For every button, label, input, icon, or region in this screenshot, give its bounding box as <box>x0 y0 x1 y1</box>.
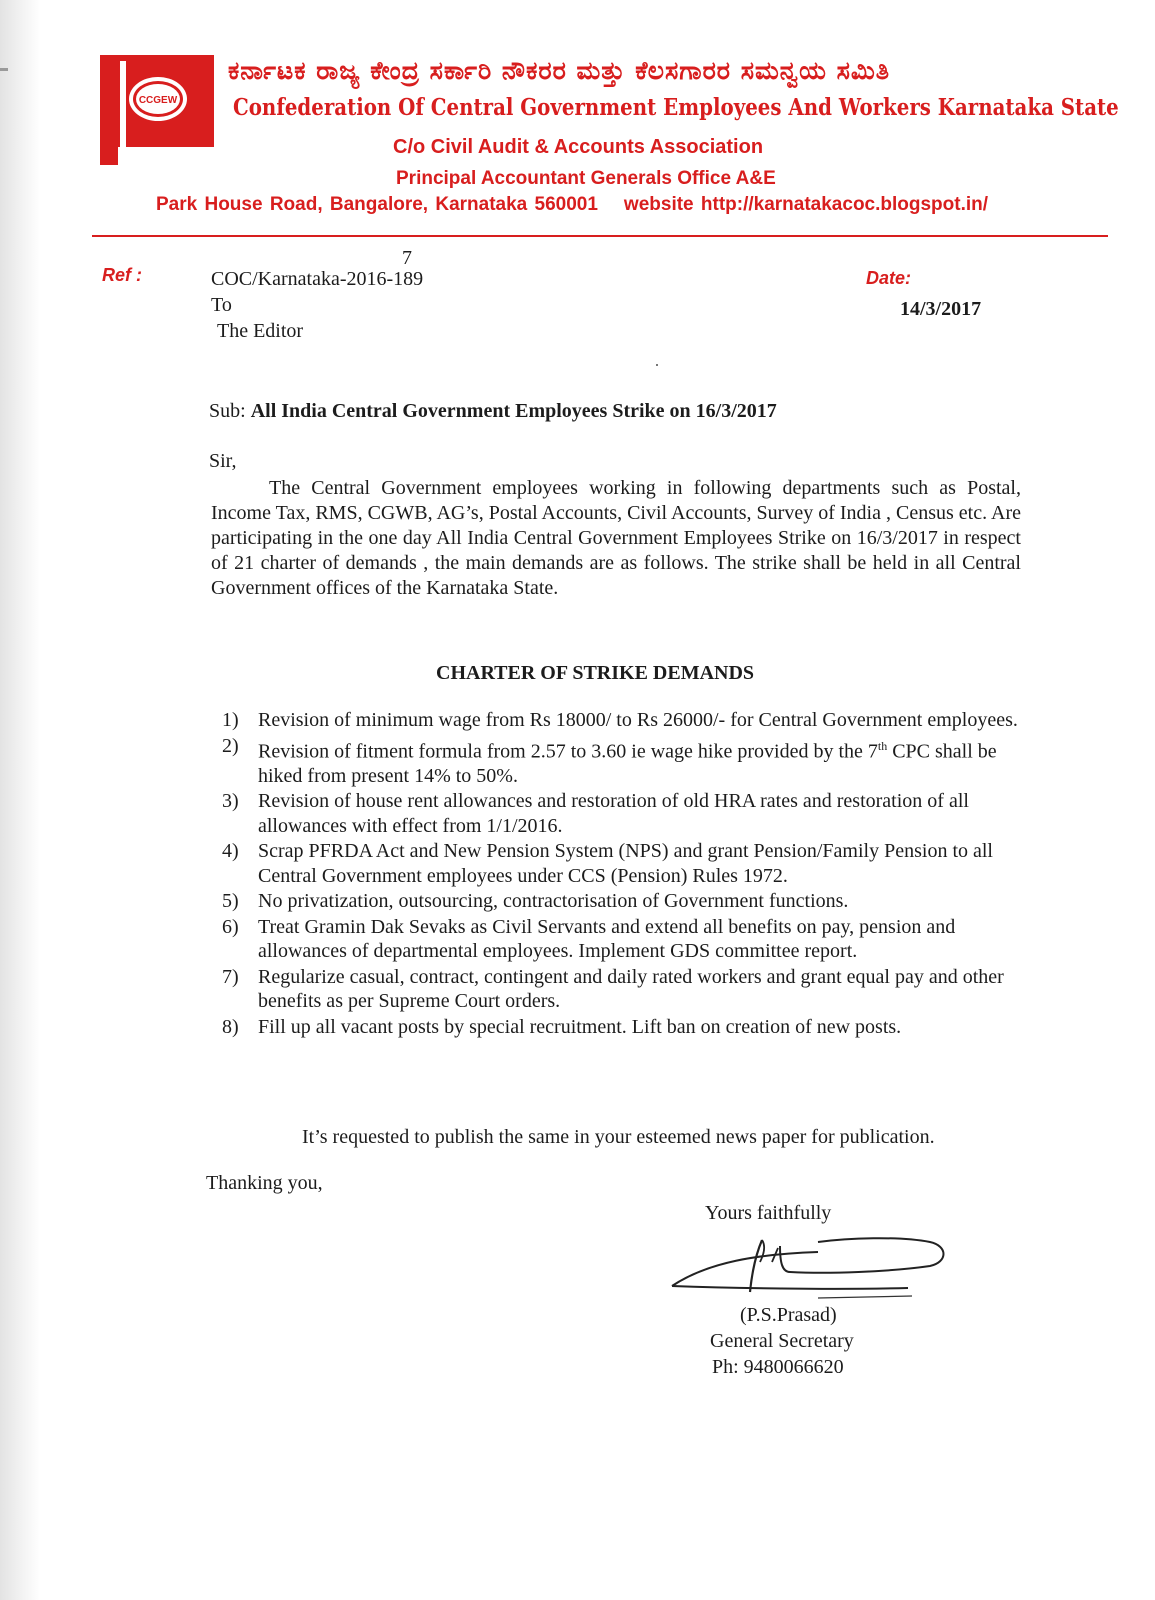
scan-mark <box>0 68 8 71</box>
subject-text: All India Central Government Employees Strike on 16/3/2017 <box>250 400 777 422</box>
date-label: Date: <box>866 268 912 288</box>
letterhead-care-of: C/o Civil Audit & Accounts Association <box>393 136 764 158</box>
list-item-text: Revision of fitment formula from 2.57 to 3.60 ie wage hike provided by the 7 <box>258 740 878 763</box>
ref-label: Ref : <box>102 265 142 285</box>
list-item-number: 8) <box>222 1015 239 1038</box>
list-item-text: Regularize casual, contract, contingent and daily rated workers and grant equal pay and other benefits as per Supreme Court orders. <box>258 965 1004 1013</box>
signatory-phone: Ph: 9480066620 <box>712 1356 844 1378</box>
signatory-title: General Secretary <box>710 1330 854 1352</box>
closing-yours: Yours faithfully <box>705 1202 832 1224</box>
superscript-th: th <box>877 738 888 753</box>
letterhead-kannada-title: ಕರ್ನಾಟಕ ರಾಜ್ಯ ಕೇಂದ್ರ ಸರ್ಕಾರಿ ನೌಕರರ ಮತ್ತು ಕೆಲಸಗಾರರ ಸಮನ್ವಯ ಸಮಿತಿ <box>228 56 891 85</box>
list-item-number: 7) <box>222 965 239 988</box>
to-line: To <box>211 294 232 316</box>
demands-list <box>222 708 1022 1040</box>
list-item-text: Fill up all vacant posts by special recruitment. Lift ban on creation of new posts. <box>258 1015 902 1038</box>
logo-text: CCGEW <box>138 95 178 106</box>
list-item <box>222 789 1022 838</box>
publication-request: It’s requested to publish the same in your esteemed news paper for publication. <box>302 1126 935 1148</box>
letterhead-address-line <box>156 194 988 216</box>
recipient: The Editor <box>217 320 304 342</box>
list-item <box>222 889 1022 914</box>
list-item-text: Scrap PFRDA Act and New Pension System (NPS) and grant Pension/Family Pension to all Central Government employees under CCS (Pension) Rules 1972. <box>258 840 993 887</box>
letter-date: 14/3/2017 <box>900 298 982 320</box>
list-item-number: 5) <box>222 890 239 913</box>
list-item <box>222 734 1022 789</box>
salutation: Sir, <box>209 450 237 472</box>
handwritten-signature-icon <box>668 1232 948 1304</box>
signatory-name: (P.S.Prasad) <box>740 1304 837 1326</box>
list-item <box>222 965 1022 1014</box>
list-item <box>222 915 1022 964</box>
scan-edge-shadow <box>0 0 40 1600</box>
thanking-line: Thanking you, <box>206 1172 323 1194</box>
letterhead-address: Park House Road, Bangalore, Karnataka 560001 <box>156 194 598 215</box>
list-item-number: 2) <box>222 734 239 757</box>
list-item-text: Revision of house rent allowances and restoration of old HRA rates and restoration of all allowances with effect from 1/1/2016. <box>258 790 969 837</box>
subject-line <box>209 400 777 423</box>
body-paragraph: The Central Government employees working in following departments such as Postal, Income Tax, RMS, CGWB, AG’s, Postal Accounts, Civil Accounts, Survey of India , Census etc. Are participating in the one day All India Central Government Employees Strike on 16/3/2017 in respect of 21 charter of demands , the main demands are as follows. The strike shall be held in all Central Government offices of the Karnataka State. <box>211 477 1021 599</box>
list-item <box>222 1015 1022 1040</box>
ccgew-flag-logo-icon <box>100 55 214 165</box>
list-item-number: 6) <box>222 915 239 938</box>
subject-prefix: Sub: <box>209 400 246 422</box>
letterhead-divider <box>92 235 1108 237</box>
letterhead-office: Principal Accountant Generals Office A&E <box>396 168 776 189</box>
list-item-number: 3) <box>222 790 239 813</box>
list-item <box>222 708 1022 733</box>
list-item-text: Revision of minimum wage from Rs 18000/ to Rs 26000/- for Central Government employees. <box>258 709 1018 731</box>
scan-speck <box>656 364 658 366</box>
list-item-number: 1) <box>222 709 239 731</box>
ref-handwritten-correction: 7 <box>402 247 412 269</box>
list-item-text: Treat Gramin Dak Sevaks as Civil Servants and extend all benefits on pay, pension and allowances of departmental employees. Implement GDS committee report. <box>258 915 956 963</box>
list-item-text-cont: CPC shall be hiked from present 14% to 50%. <box>258 740 997 787</box>
charter-heading: CHARTER OF STRIKE DEMANDS <box>436 662 755 684</box>
list-item <box>222 839 1022 888</box>
list-item-number: 4) <box>222 840 239 863</box>
ref-number: COC/Karnataka-2016-189 <box>211 268 424 290</box>
list-item-text: No privatization, outsourcing, contractorisation of Government functions. <box>258 890 849 913</box>
letterhead-english-title: Confederation Of Central Government Employees And Workers Karnataka State <box>233 94 1119 121</box>
letterhead-website-link[interactable]: website http://karnatakacoc.blogspot.in/ <box>623 194 989 215</box>
